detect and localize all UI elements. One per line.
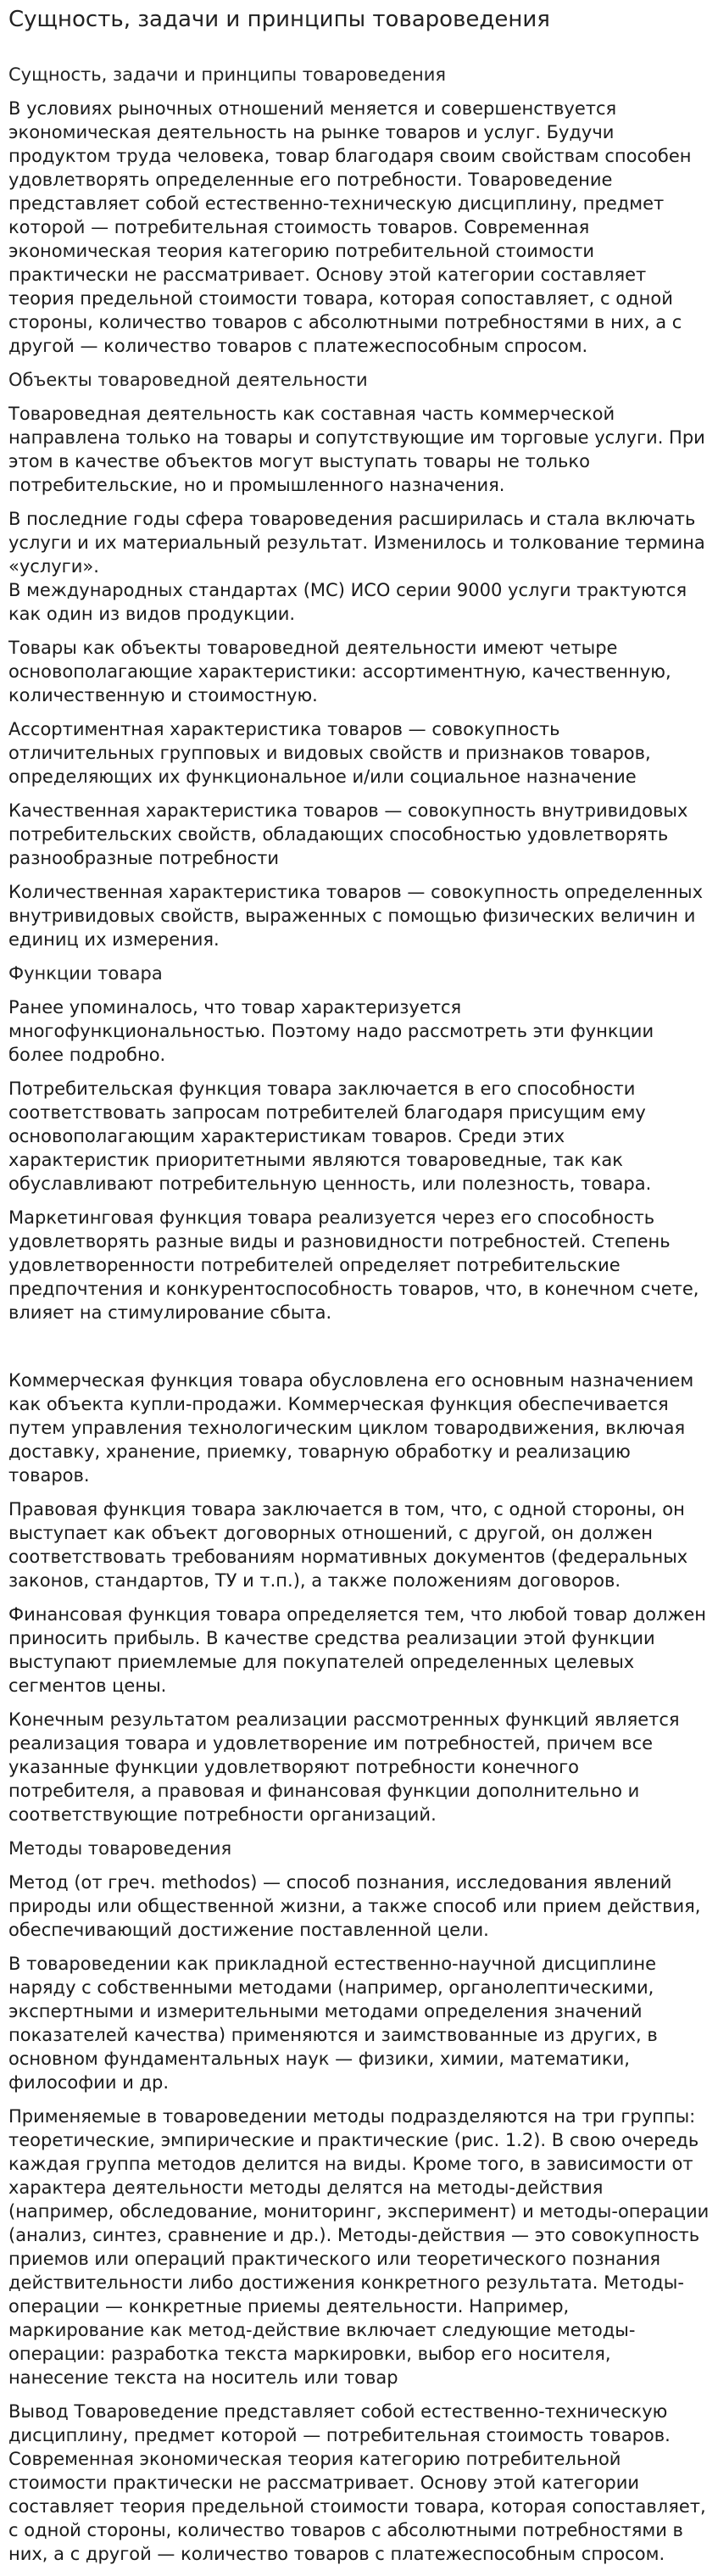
paragraph: Метод (от греч. methodos) — способ познания, исследования явлений природы или общественной жизни, а также способ или прием действия, обеспечивающий достижение поставленной цели. — [8, 1872, 701, 1940]
paragraph: В последние годы сфера товароведения расширилась и стала включать услуги и их материальный результат. Изменилось и толкование термина «услуги». В международных стандартах (МС) ИСО серии 9000 услуги трактуются как один из видов продукции. — [8, 509, 705, 624]
paragraph: Количественная характеристика товаров — совокупность определенных внутривидовых свойств, выраженных с помощью физических величин и единиц их измерения. — [8, 882, 704, 950]
paragraph: Конечным результатом реализации рассмотренных функций является реализация товара и удовлетворение им потребностей, причем все указанные функции удовлетворяют потребности конечного потребителя, а правовая и финансовая функции дополнительно и соответствующие потребности организаций. — [8, 1709, 680, 1825]
section-heading: Объекты товароведной деятельности — [8, 370, 368, 390]
paragraph: Качественная характеристика товаров — совокупность внутривидовых потребительских свойств, обладающих способностью удовлетворять разнообразные потребности — [8, 800, 688, 868]
paragraph: Потребительская функция товара заключается в его способности соответствовать запросам потребителей благодаря присущим ему основополагающим характеристикам товаров. Среди этих характеристик приоритетными являются товароведные, так как обуславливают потребительную ценность, или полезность, товара. — [8, 1079, 652, 1194]
paragraph: Товароведная деятельность как составная часть коммерческой направлена только на товары и сопутствующие им торговые услуги. При этом в качестве объектов могут выступать товары не только потребительские, но и промышленного назначения. — [8, 404, 705, 495]
paragraph: Товары как объекты товароведной деятельности имеют четыре основополагающие характеристики: ассортиментную, качественную, количественную и стоимостную. — [8, 638, 671, 705]
paragraph: Финансовая функция товара определяется тем, что любой товар должен приносить прибыль. В качестве средства реализации этой функции выступают приемлемые для покупателей определенных целевых сегментов цены. — [8, 1604, 706, 1696]
paragraph: Коммерческая функция товара обусловлена его основным назначением как объекта купли-продажи. Коммерческая функция обеспечивается путем управления технологическим циклом товародвижения, включая доставку, хранение, приемку, товарную обработку и реализацию товаров. — [8, 1370, 694, 1486]
paragraph: Маркетинговая функция товара реализуется через его способность удовлетворять разные виды и разновидности потребностей. Степень удовлетворенности потребителей определяет потребительские предпочтения и конкурентоспособность товаров, что, в конечном счете, влияет на стимулирование сбыта. — [8, 1207, 699, 1323]
document-body — [8, 63, 710, 2566]
paragraph: Ранее упоминалось, что товар характеризуется многофункциональностью. Поэтому надо рассмотреть эти функции более подробно. — [8, 997, 654, 1065]
paragraph: В условиях рыночных отношений меняется и совершенствуется экономическая деятельность на рынке товаров и услуг. Будучи продуктом труда человека, товар благодаря своим свойствам способен удовлетворять определенные его потребности. Товароведение представляет собой естественно-техническую дисциплину, предмет которой — потребительная стоимость товаров. Современная экономическая теория категорию потребительной стоимости практически не рассматривает. Основу этой категории составляет теория предельной стоимости товара, которая сопоставляет, с одной стороны, количество товаров с абсолютными потребностями в них, а с другой — количество товаров с платежеспособным спросом. — [8, 98, 692, 356]
paragraph: В товароведении как прикладной естественно-научной дисциплине наряду с собственными методами (например, органолептическими, экспертными и измерительными методами определения значений показателей качества) применяются и заимствованные из других, в основном фундаментальных наук — физики, химии, математики, философии и др. — [8, 1954, 658, 2093]
paragraph: Применяемые в товароведении методы подразделяются на три группы: теоретические, эмпирические и практические (рис. 1.2). В свою очередь каждая группа методов делится на виды. Кроме того, в зависимости от характера деятельности методы делятся на методы-действия (например, обследование, мониторинг, эксперимент) и методы-операции (анализ, синтез, сравнение и др.). Методы-действия — это совокупность приемов или операций практического или теоретического познания действительности либо достижения конкретного результата. Методы-операции — конкретные приемы деятельности. Например, маркирование как метод-действие включает следующие методы-операции: разработка текста маркировки, выбор его носителя, нанесение текста на носитель или товар — [8, 2106, 710, 2388]
paragraph: Правовая функция товара заключается в том, что, с одной стороны, он выступает как объект договорных отношений, с другой, он должен соответствовать требованиям нормативных документов (федеральных законов, стандартов, ТУ и т.п.), а также положениям договоров. — [8, 1499, 688, 1591]
section-heading: Сущность, задачи и принципы товароведения — [8, 64, 447, 85]
paragraph: Ассортиментная характеристика товаров — совокупность отличительных групповых и видовых свойств и признаков товаров, определяющих их функциональное и/или социальное назначение — [8, 719, 651, 787]
section-heading: Методы товароведения — [8, 1838, 232, 1859]
paragraph: Вывод Товароведение представляет собой естественно-техническую дисциплину, предмет которой — потребительная стоимость товаров. Современная экономическая теория категорию потребительной стоимости практически не рассматривает. Основу этой категории составляет теория предельной стоимости товара, которая сопоставляет, с одной стороны, количество товаров с абсолютными потребностями в них, а с другой — количество товаров с платежеспособным спросом. — [8, 2401, 706, 2564]
page-title: Сущность, задачи и принципы товароведения — [8, 7, 550, 32]
section-heading: Функции товара — [8, 963, 163, 984]
